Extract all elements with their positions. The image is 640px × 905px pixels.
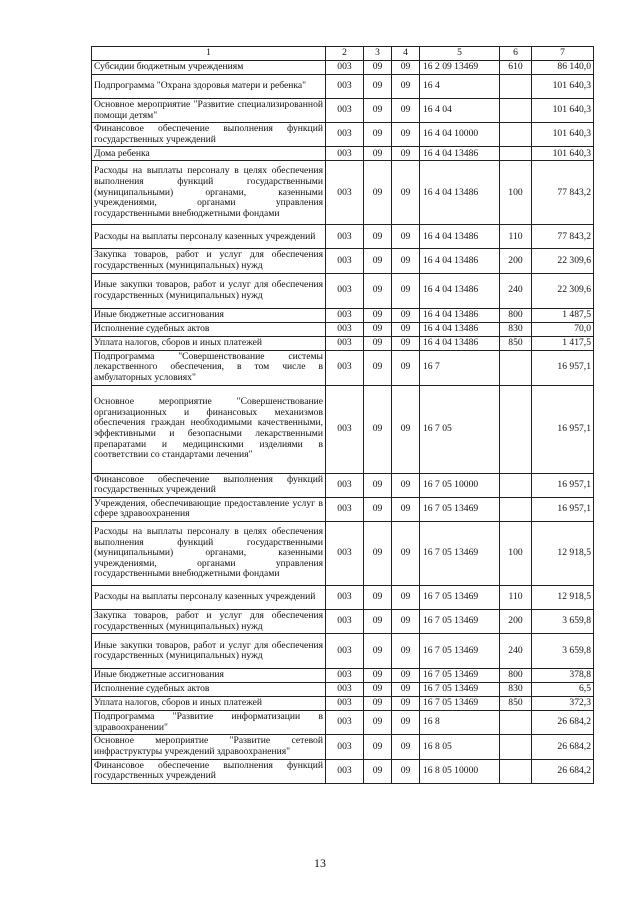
table-row [92, 697, 594, 711]
subsection-cell: 09 [392, 609, 420, 633]
target-code-cell: 16 8 05 10000 [420, 759, 500, 783]
table-row [92, 669, 594, 683]
row-name-cell: Основное мероприятие "Совершенствование организационных и финансовых механизмов обеспечения граждан необходимыми качественными, эффективными и безопасными лекарственными препаратами и медицинскими изделиями в соответствии со стандартами лечения" [92, 385, 326, 473]
table-row [92, 585, 594, 609]
target-code-cell: 16 4 [420, 75, 500, 99]
section-cell: 09 [364, 683, 392, 697]
admin-code-cell: 003 [326, 123, 364, 147]
admin-code-cell: 003 [326, 161, 364, 225]
target-code-cell: 16 4 04 13486 [420, 308, 500, 322]
row-name-cell: Финансовое обеспечение выполнения функций государственных учреждений [92, 473, 326, 497]
section-cell: 09 [364, 385, 392, 473]
expense-type-cell: 830 [500, 683, 532, 697]
subsection-cell: 09 [392, 99, 420, 123]
expense-type-cell [500, 497, 532, 521]
admin-code-cell: 003 [326, 273, 364, 308]
target-code-cell: 16 4 04 13486 [420, 147, 500, 161]
row-name-cell: Иные бюджетные ассигнования [92, 308, 326, 322]
target-code-cell: 16 4 04 13486 [420, 273, 500, 308]
amount-cell: 12 918,5 [532, 521, 594, 585]
expense-type-cell: 110 [500, 225, 532, 249]
admin-code-cell: 003 [326, 497, 364, 521]
amount-cell: 378,8 [532, 669, 594, 683]
table-row [92, 759, 594, 783]
table-row [92, 61, 594, 75]
target-code-cell: 16 4 04 13486 [420, 249, 500, 273]
row-name-cell: Иные закупки товаров, работ и услуг для обеспечения государственных (муниципальных) нужд [92, 273, 326, 308]
target-code-cell: 16 4 04 13486 [420, 225, 500, 249]
page-number: 13 [314, 856, 326, 870]
expense-type-cell [500, 385, 532, 473]
row-name-cell: Расходы на выплаты персоналу в целях обеспечения выполнения функций государственными (муниципальными) органами, казенными учреждениями, органами управления государственными внебюджетными фондами [92, 521, 326, 585]
subsection-cell: 09 [392, 308, 420, 322]
expense-type-cell [500, 735, 532, 759]
section-cell: 09 [364, 322, 392, 336]
row-name-cell: Учреждения, обеспечивающие предоставление услуг в сфере здравоохранения [92, 497, 326, 521]
row-name-cell: Иные закупки товаров, работ и услуг для обеспечения государственных (муниципальных) нужд [92, 634, 326, 669]
admin-code-cell: 003 [326, 711, 364, 735]
table-row [92, 473, 594, 497]
amount-cell: 101 640,3 [532, 123, 594, 147]
amount-cell: 22 309,6 [532, 249, 594, 273]
row-name-cell: Подпрограмма "Охрана здоровья матери и ребенка" [92, 75, 326, 99]
section-cell: 09 [364, 308, 392, 322]
table-row [92, 336, 594, 350]
amount-cell: 101 640,3 [532, 99, 594, 123]
admin-code-cell: 003 [326, 609, 364, 633]
row-name-cell: Расходы на выплаты персоналу в целях обеспечения выполнения функций государственными (муниципальными) органами, казенными учреждениями, органами управления государственными внебюджетными фондами [92, 161, 326, 225]
subsection-cell: 09 [392, 147, 420, 161]
subsection-cell: 09 [392, 521, 420, 585]
amount-cell: 26 684,2 [532, 759, 594, 783]
admin-code-cell: 003 [326, 336, 364, 350]
section-cell: 09 [364, 336, 392, 350]
subsection-cell: 09 [392, 385, 420, 473]
table-row [92, 521, 594, 585]
section-cell: 09 [364, 669, 392, 683]
amount-cell: 3 659,8 [532, 634, 594, 669]
subsection-cell: 09 [392, 669, 420, 683]
amount-cell: 12 918,5 [532, 585, 594, 609]
admin-code-cell: 003 [326, 99, 364, 123]
expense-type-cell [500, 759, 532, 783]
row-name-cell: Расходы на выплаты персоналу казенных учреждений [92, 225, 326, 249]
section-cell: 09 [364, 61, 392, 75]
expense-type-cell [500, 350, 532, 385]
admin-code-cell: 003 [326, 147, 364, 161]
amount-cell: 1 417,5 [532, 336, 594, 350]
expense-type-cell: 110 [500, 585, 532, 609]
table-row [92, 123, 594, 147]
amount-cell: 1 487,5 [532, 308, 594, 322]
row-name-cell: Подпрограмма "Совершенствование системы лекарственного обеспечения, в том числе в амбулаторных условиях" [92, 350, 326, 385]
admin-code-cell: 003 [326, 669, 364, 683]
header-cell: 3 [364, 47, 392, 61]
expense-type-cell: 240 [500, 273, 532, 308]
table-row [92, 683, 594, 697]
section-cell: 09 [364, 497, 392, 521]
row-name-cell: Закупка товаров, работ и услуг для обеспечения государственных (муниципальных) нужд [92, 609, 326, 633]
table-row [92, 350, 594, 385]
subsection-cell: 09 [392, 123, 420, 147]
table-row [92, 609, 594, 633]
table-row [92, 497, 594, 521]
expense-type-cell: 100 [500, 521, 532, 585]
section-cell: 09 [364, 759, 392, 783]
row-name-cell: Расходы на выплаты персоналу казенных учреждений [92, 585, 326, 609]
header-cell: 1 [92, 47, 326, 61]
target-code-cell: 16 7 05 13469 [420, 697, 500, 711]
subsection-cell: 09 [392, 634, 420, 669]
admin-code-cell: 003 [326, 385, 364, 473]
section-cell: 09 [364, 735, 392, 759]
table-row [92, 161, 594, 225]
section-cell: 09 [364, 249, 392, 273]
table-row [92, 147, 594, 161]
admin-code-cell: 003 [326, 697, 364, 711]
expense-type-cell [500, 711, 532, 735]
target-code-cell: 16 2 09 13469 [420, 61, 500, 75]
table-row [92, 273, 594, 308]
target-code-cell: 16 7 05 [420, 385, 500, 473]
target-code-cell: 16 7 05 13469 [420, 497, 500, 521]
section-cell: 09 [364, 273, 392, 308]
row-name-cell: Уплата налогов, сборов и иных платежей [92, 336, 326, 350]
admin-code-cell: 003 [326, 473, 364, 497]
admin-code-cell: 003 [326, 521, 364, 585]
table-row [92, 735, 594, 759]
header-cell: 6 [500, 47, 532, 61]
header-cell: 2 [326, 47, 364, 61]
subsection-cell: 09 [392, 759, 420, 783]
table-body [92, 47, 594, 784]
expense-type-cell [500, 75, 532, 99]
table-row [92, 75, 594, 99]
header-cell: 7 [532, 47, 594, 61]
target-code-cell: 16 7 05 13469 [420, 609, 500, 633]
subsection-cell: 09 [392, 249, 420, 273]
admin-code-cell: 003 [326, 322, 364, 336]
amount-cell: 16 957,1 [532, 385, 594, 473]
section-cell: 09 [364, 147, 392, 161]
admin-code-cell: 003 [326, 683, 364, 697]
subsection-cell: 09 [392, 75, 420, 99]
row-name-cell: Основное мероприятие "Развитие специализированной помощи детям" [92, 99, 326, 123]
row-name-cell: Субсидии бюджетным учреждениям [92, 61, 326, 75]
expense-type-cell [500, 473, 532, 497]
expense-type-cell: 800 [500, 669, 532, 683]
admin-code-cell: 003 [326, 249, 364, 273]
subsection-cell: 09 [392, 711, 420, 735]
section-cell: 09 [364, 75, 392, 99]
admin-code-cell: 003 [326, 61, 364, 75]
target-code-cell: 16 7 05 13469 [420, 669, 500, 683]
section-cell: 09 [364, 350, 392, 385]
budget-table [91, 46, 594, 784]
section-cell: 09 [364, 225, 392, 249]
admin-code-cell: 003 [326, 75, 364, 99]
expense-type-cell: 100 [500, 161, 532, 225]
table-row [92, 225, 594, 249]
expense-type-cell [500, 147, 532, 161]
expense-type-cell: 200 [500, 609, 532, 633]
section-cell: 09 [364, 634, 392, 669]
section-cell: 09 [364, 697, 392, 711]
target-code-cell: 16 4 04 10000 [420, 123, 500, 147]
expense-type-cell: 240 [500, 634, 532, 669]
target-code-cell: 16 7 05 13469 [420, 634, 500, 669]
section-cell: 09 [364, 99, 392, 123]
subsection-cell: 09 [392, 585, 420, 609]
subsection-cell: 09 [392, 497, 420, 521]
target-code-cell: 16 7 05 13469 [420, 521, 500, 585]
section-cell: 09 [364, 585, 392, 609]
target-code-cell: 16 4 04 13486 [420, 336, 500, 350]
amount-cell: 16 957,1 [532, 350, 594, 385]
subsection-cell: 09 [392, 322, 420, 336]
expense-type-cell: 800 [500, 308, 532, 322]
table-row [92, 249, 594, 273]
expense-type-cell: 850 [500, 697, 532, 711]
table-row [92, 711, 594, 735]
target-code-cell: 16 7 [420, 350, 500, 385]
row-name-cell: Дома ребенка [92, 147, 326, 161]
admin-code-cell: 003 [326, 225, 364, 249]
admin-code-cell: 003 [326, 759, 364, 783]
section-cell: 09 [364, 521, 392, 585]
subsection-cell: 09 [392, 697, 420, 711]
subsection-cell: 09 [392, 735, 420, 759]
row-name-cell: Иные бюджетные ассигнования [92, 669, 326, 683]
row-name-cell: Уплата налогов, сборов и иных платежей [92, 697, 326, 711]
amount-cell: 16 957,1 [532, 497, 594, 521]
row-name-cell: Подпрограмма "Развитие информатизации в здравоохранении" [92, 711, 326, 735]
subsection-cell: 09 [392, 273, 420, 308]
amount-cell: 26 684,2 [532, 711, 594, 735]
expense-type-cell: 830 [500, 322, 532, 336]
admin-code-cell: 003 [326, 634, 364, 669]
header-cell: 4 [392, 47, 420, 61]
amount-cell: 101 640,3 [532, 147, 594, 161]
amount-cell: 3 659,8 [532, 609, 594, 633]
table-row [92, 634, 594, 669]
section-cell: 09 [364, 609, 392, 633]
subsection-cell: 09 [392, 473, 420, 497]
expense-type-cell [500, 99, 532, 123]
section-cell: 09 [364, 711, 392, 735]
target-code-cell: 16 8 05 [420, 735, 500, 759]
table-row [92, 99, 594, 123]
amount-cell: 26 684,2 [532, 735, 594, 759]
expense-type-cell [500, 123, 532, 147]
subsection-cell: 09 [392, 225, 420, 249]
header-row [92, 47, 594, 61]
target-code-cell: 16 8 [420, 711, 500, 735]
amount-cell: 22 309,6 [532, 273, 594, 308]
row-name-cell: Исполнение судебных актов [92, 322, 326, 336]
amount-cell: 77 843,2 [532, 225, 594, 249]
row-name-cell: Финансовое обеспечение выполнения функций государственных учреждений [92, 759, 326, 783]
target-code-cell: 16 7 05 10000 [420, 473, 500, 497]
header-cell: 5 [420, 47, 500, 61]
section-cell: 09 [364, 473, 392, 497]
subsection-cell: 09 [392, 61, 420, 75]
table-row [92, 322, 594, 336]
admin-code-cell: 003 [326, 585, 364, 609]
table-row [92, 308, 594, 322]
amount-cell: 77 843,2 [532, 161, 594, 225]
table-row [92, 385, 594, 473]
expense-type-cell: 850 [500, 336, 532, 350]
amount-cell: 70,0 [532, 322, 594, 336]
target-code-cell: 16 4 04 13486 [420, 322, 500, 336]
subsection-cell: 09 [392, 683, 420, 697]
admin-code-cell: 003 [326, 735, 364, 759]
amount-cell: 6,5 [532, 683, 594, 697]
target-code-cell: 16 7 05 13469 [420, 683, 500, 697]
subsection-cell: 09 [392, 336, 420, 350]
section-cell: 09 [364, 123, 392, 147]
amount-cell: 86 140,0 [532, 61, 594, 75]
amount-cell: 16 957,1 [532, 473, 594, 497]
admin-code-cell: 003 [326, 350, 364, 385]
expense-type-cell: 610 [500, 61, 532, 75]
target-code-cell: 16 4 04 [420, 99, 500, 123]
row-name-cell: Исполнение судебных актов [92, 683, 326, 697]
expense-type-cell: 200 [500, 249, 532, 273]
admin-code-cell: 003 [326, 308, 364, 322]
section-cell: 09 [364, 161, 392, 225]
subsection-cell: 09 [392, 350, 420, 385]
target-code-cell: 16 7 05 13469 [420, 585, 500, 609]
target-code-cell: 16 4 04 13486 [420, 161, 500, 225]
row-name-cell: Закупка товаров, работ и услуг для обеспечения государственных (муниципальных) нужд [92, 249, 326, 273]
subsection-cell: 09 [392, 161, 420, 225]
amount-cell: 372,3 [532, 697, 594, 711]
row-name-cell: Финансовое обеспечение выполнения функций государственных учреждений [92, 123, 326, 147]
row-name-cell: Основное мероприятие "Развитие сетевой инфраструктуры учреждений здравоохранения" [92, 735, 326, 759]
amount-cell: 101 640,3 [532, 75, 594, 99]
